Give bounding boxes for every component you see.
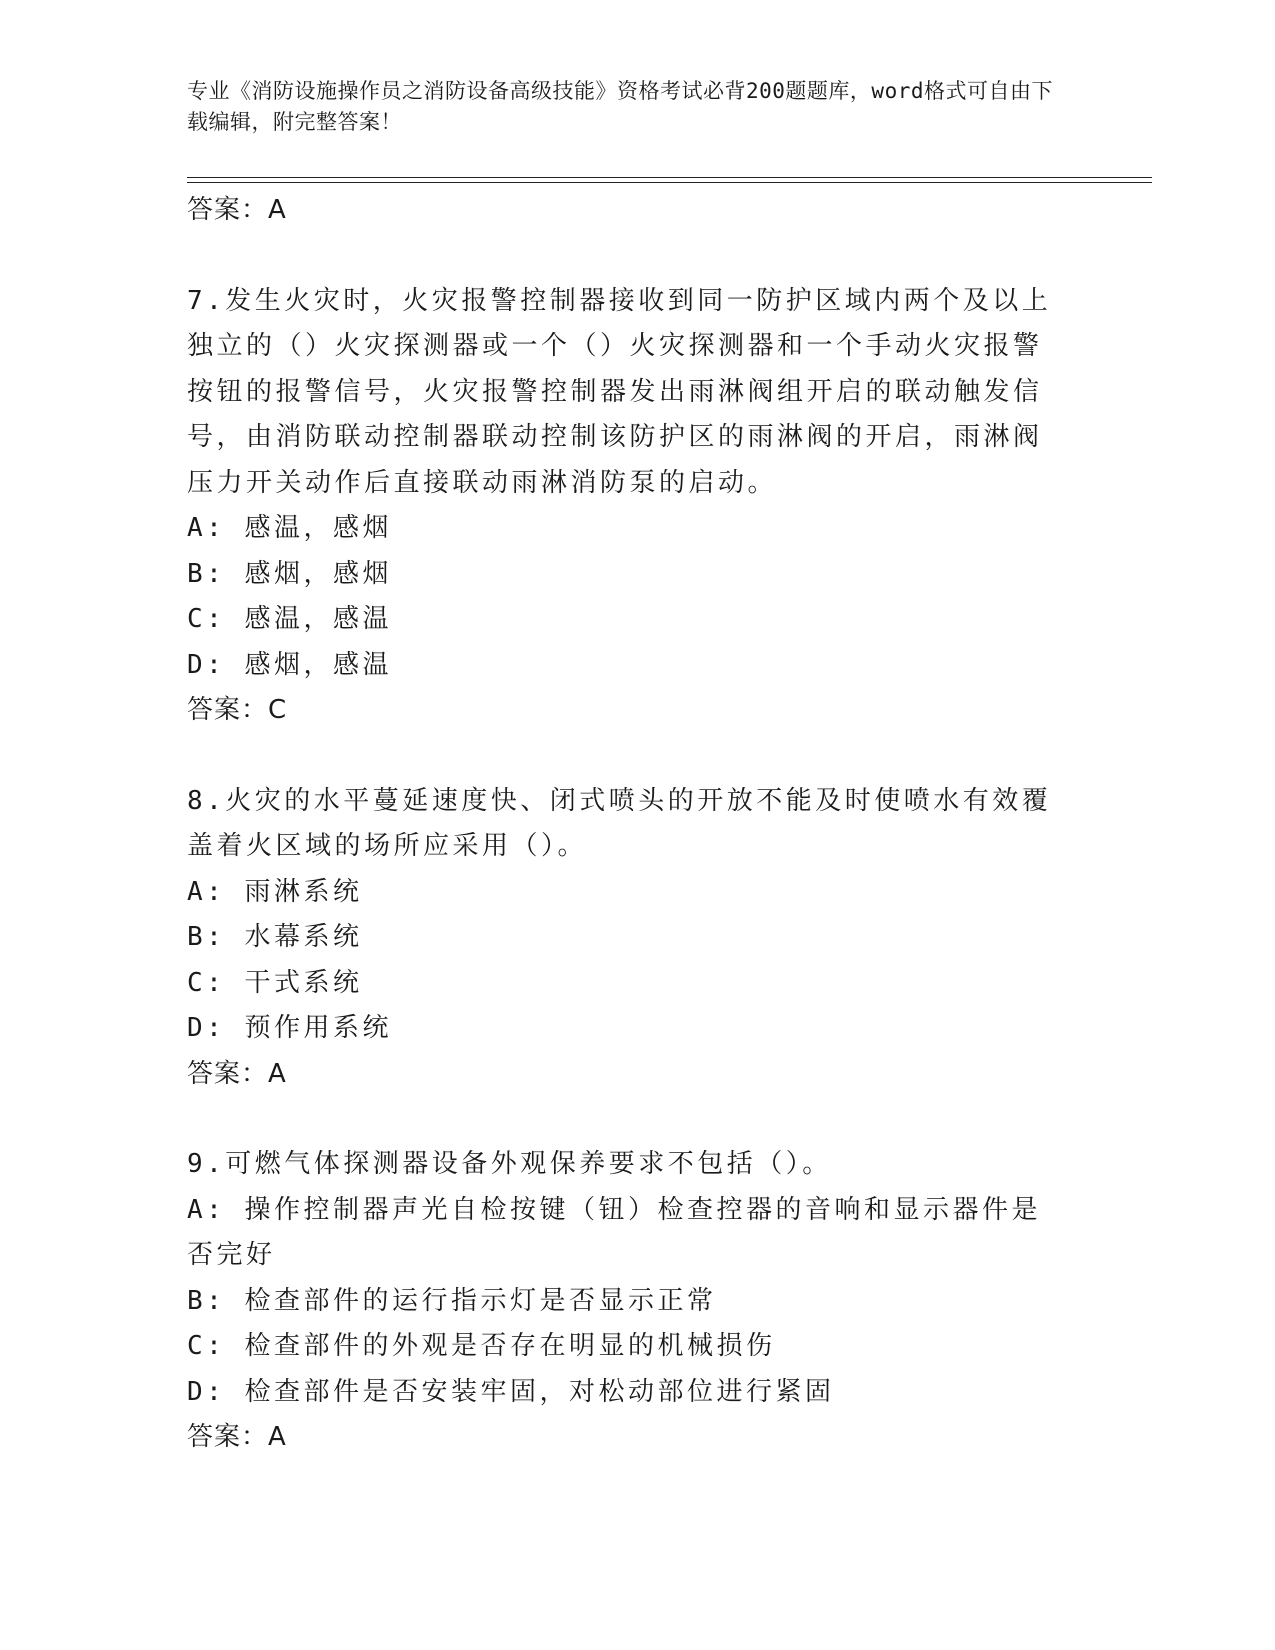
header-rule-bottom xyxy=(187,182,1152,183)
answer: 答案：A xyxy=(187,1422,287,1452)
option-c: C: 感温，感温 xyxy=(187,604,392,634)
option-a: A: 操作控制器声光自检按键（钮）检查控器的音响和显示器件是否完好 xyxy=(187,1194,1041,1270)
option-c: C: 检查部件的外观是否存在明显的机械损伤 xyxy=(187,1331,776,1361)
option-d: D: 检查部件是否安装牢固，对松动部位进行紧固 xyxy=(187,1376,835,1407)
page-header: 专业《消防设施操作员之消防设备高级技能》资格考试必背200题题库，word格式可自由下载编辑，附完整答案！ xyxy=(187,79,1053,134)
option-b: B: 水幕系统 xyxy=(187,922,363,952)
answer: 答案：A xyxy=(187,1058,287,1089)
option-d: D: 感烟，感温 xyxy=(187,649,392,680)
question-9 xyxy=(187,1142,1067,1461)
answer: 答案：C xyxy=(187,695,288,725)
document-body xyxy=(187,188,1067,1461)
question-stem: 8.火灾的水平蔓延速度快、闭式喷头的开放不能及时使喷水有效覆盖着火区域的场所应采用（）。 xyxy=(187,785,1052,861)
question-stem: 7.发生火灾时，火灾报警控制器接收到同一防护区域内两个及以上独立的（）火灾探测器或一个（）火灾探测器和一个手动火灾报警按钮的报警信号，火灾报警控制器发出雨淋阀组开启的联动触发信号，由消防联动控制器联动控制该防护区的雨淋阀的开启，雨淋阀压力开关动作后直接联动雨淋消防泵的启动。 xyxy=(187,285,1052,498)
option-b: B: 检查部件的运行指示灯是否显示正常 xyxy=(187,1285,717,1316)
option-a: A: 雨淋系统 xyxy=(187,876,363,907)
option-a: A: 感温，感烟 xyxy=(187,513,392,543)
question-8 xyxy=(187,779,1067,1098)
option-c: C: 干式系统 xyxy=(187,967,363,998)
answer-6: 答案：A xyxy=(187,195,287,225)
option-d: D: 预作用系统 xyxy=(187,1013,392,1043)
question-7 xyxy=(187,279,1067,734)
header-rule-top xyxy=(187,177,1152,178)
option-b: B: 感烟，感烟 xyxy=(187,558,392,589)
question-stem: 9.可燃气体探测器设备外观保养要求不包括（）。 xyxy=(187,1149,832,1179)
